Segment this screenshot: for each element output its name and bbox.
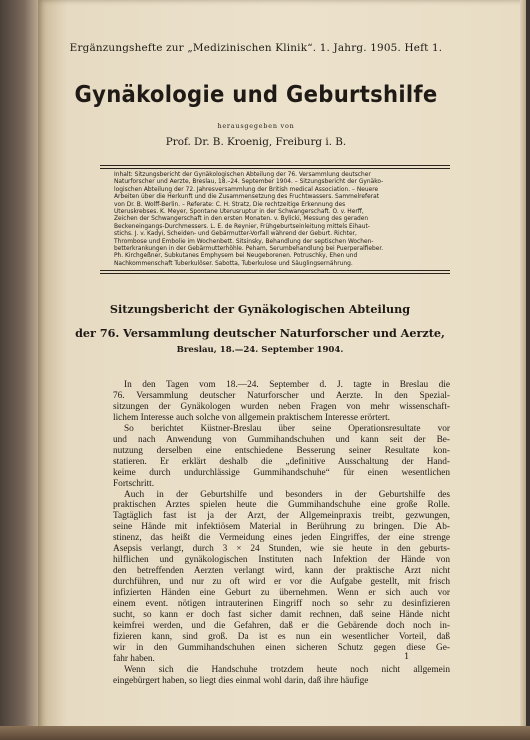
contents-line: Beckeneingangs-Durchmessers. L. E. de Reynier, Frühgeburtseinleitung mittels Eihaut- — [114, 222, 370, 230]
editor-line: Prof. Dr. B. Kroenig, Freiburg i. B. — [165, 136, 347, 148]
contents-line: Uteruskrebses. K. Meyer, Spontane Uterusruptur in der Schwangerschaft. O. v. Herff, — [114, 208, 364, 216]
body-line: fizieren kann, sind groß. Da ist es nun ein wesentlicher Vorteil, daß — [113, 631, 450, 642]
contents-line: Arbeiten über die Herkunft und die Zusammensetzung des Fruchtwassers. Sammelreferat — [114, 193, 380, 201]
contents-line: Ph. Kirchgeßner, Subkutanes Emphysem bei Neugeborenen. Potruschky, Ehen und — [114, 252, 358, 260]
body-line: eingebürgert haben, so liegt dies einmal wohl darin, daß ihre häufige — [113, 675, 369, 686]
body-line: nutzung derselben eine entschiedene Besserung seiner Resultate kon- — [113, 445, 450, 456]
body-line: 76. Versammlung deutscher Naturforscher und Aerzte. In den Spezial- — [113, 390, 450, 401]
contents-top-rule — [100, 165, 450, 166]
body-line: und nach Anwendung von Gummihandschuhen und kann seit der Be- — [113, 434, 450, 445]
contents-bottom-rule-thin — [100, 270, 450, 271]
contents-line: Thrombose und Embolie im Wochenbett. Sitsinsky, Behandlung der septischen Wochen- — [114, 237, 374, 245]
contents-line: von Dr. B. Wolff-Berlin. – Referate: C. H. Stratz, Die rechtzeitige Erkennung des — [114, 200, 346, 208]
body-line: hilflichen und gynäkologischen Instituten nach Infektion der Hände von — [113, 555, 450, 566]
body-line: keime durch undurchlässige Gummihandschuhe“ für einen wesentlichen — [113, 467, 450, 478]
body-line: infizierten Händen eine Geburt zu übernehmen. Wenn er sich auch vor — [113, 588, 450, 599]
body-line: stinenz, das heißt die Vermeidung eines jeden Eingriffes, der eine strenge — [113, 533, 450, 544]
body-line: wir in den Gummihandschuhen einen sicheren Schutz gegen diese Ge- — [113, 642, 450, 653]
contents-bottom-rule — [100, 273, 450, 274]
body-line: durchführen, und nur zu oft wird er vor die Aufgabe gestellt, mit frisch — [113, 577, 450, 588]
body-line: praktischen Arztes spielen heute die Gummihandschuhe eine große Rolle. — [113, 500, 450, 511]
contents-line: betterkrankungen in der Gebärmutterhöhle. Peham, Serumbehandlung bei Puerperalfieber. — [114, 245, 384, 253]
journal-title: Gynäkologie und Geburtshilfe — [74, 82, 438, 108]
body-line: statieren. Er erklärt deshalb die „definitive Ausschaltung der Hand- — [113, 456, 450, 467]
body-line: So berichtet Küstner-Breslau über seine Operationsresultate vor — [124, 423, 450, 434]
page-edge — [520, 0, 526, 740]
body-line: den betreffenden Aerzten verlangt wird, kann der praktische Arzt nicht — [113, 566, 450, 577]
body-line: Auch in der Geburtshilfe und besonders in der Geburtshilfe des — [124, 489, 450, 500]
body-line: seine Hände mit infektiösem Material in Berührung zu bringen. Die Ab- — [113, 522, 450, 533]
page-number: 1 — [404, 652, 410, 662]
body-line: sitzungen der Gynäkologen wurden neben Fragen von mehr wissenschaft- — [113, 401, 450, 412]
body-line: einem event. nötigen intrauterinen Eingriff noch so sehr zu desinfizieren — [113, 599, 450, 610]
contents-line: logischen Abteilung der 72. Jahresversammlung der British medical Association. – Neuere — [114, 185, 379, 193]
body-line: sucht, so kann er doch fast sicher damit rechnen, daß seine Hände nicht — [113, 610, 450, 621]
table-of-contents — [114, 171, 450, 267]
book-bottom-edge — [0, 726, 530, 740]
contents-line: stichs. J. v. Kadyi, Scheiden- und Gebärmutter-Vorfall während der Geburt. Richter, — [114, 230, 357, 238]
body-line: Fortschritt. — [113, 478, 155, 489]
report-heading-1: Sitzungsbericht der Gynäkologischen Abteilung — [109, 302, 411, 316]
body-line: keimfrei werden, und die Gefahren, daß er die Gebärende doch noch in- — [113, 620, 450, 631]
body-line: fahr haben. — [113, 653, 155, 664]
contents-line: Naturforscher und Aerzte, Breslau, 18.–24. September 1904. – Sitzungsbericht der Gynäko- — [114, 178, 384, 186]
body-line: lichem Interesse auch solche von allgemein praktischem Interesse erörtert. — [113, 412, 390, 423]
contents-line: Zeichen der Schwangerschaft in den ersten Monaten. v. Bylicki, Messung des geraden — [114, 215, 369, 223]
body-line: In den Tagen vom 18.—24. September d. J. tagte in Breslau die — [124, 380, 450, 390]
body-line: Asepsis verlangt, durch 3 × 24 Stunden, wie sie heute in den geburts- — [113, 544, 450, 555]
contents-top-rule-thin — [100, 168, 450, 169]
series-line: Ergänzungshefte zur „Medizinischen Klinik“. 1. Jahrg. 1905. Heft 1. — [69, 42, 443, 54]
report-date: Breslau, 18.—24. September 1904. — [176, 345, 344, 355]
body-line: Wenn sich die Handschuhe trotzdem heute noch nicht allgemein — [124, 664, 450, 675]
body-line: Tagtäglich fast ist ja der Arzt, der Allgemeinpraxis treibt, gezwungen, — [113, 511, 450, 522]
report-heading-2: der 76. Versammlung deutscher Naturforscher und Aerzte, — [75, 326, 445, 340]
report-body — [113, 380, 450, 687]
editor-note: herausgegeben von — [217, 122, 295, 130]
contents-line: Inhalt: Sitzungsbericht der Gynäkologischen Abteilung der 76. Versammlung deutscher — [114, 171, 371, 178]
contents-line: Nachkommenschaft Tuberkulöser. Sabotta, Tuberkulose und Säuglingsernährung. — [114, 259, 353, 267]
